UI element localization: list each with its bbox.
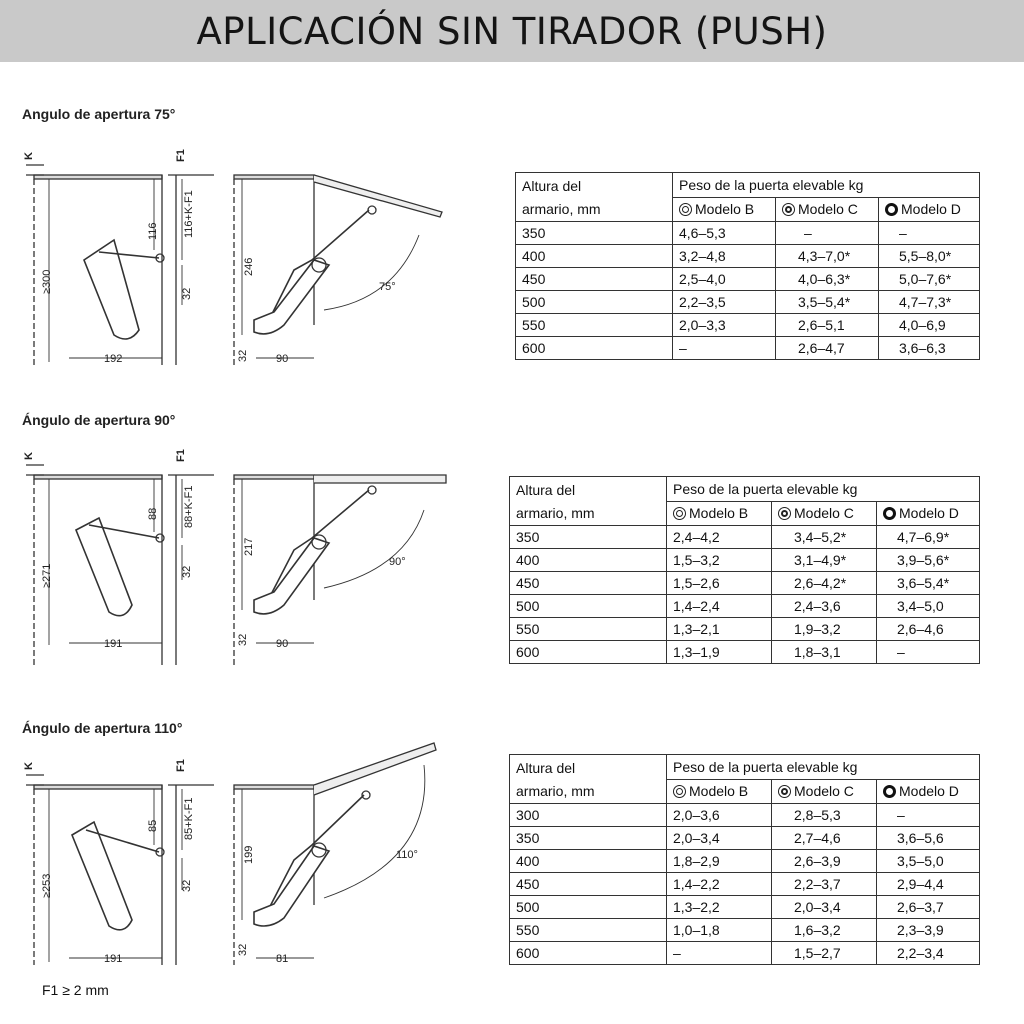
- table-row: 350 2,0–3,4 2,7–4,6 3,6–5,6: [510, 827, 980, 850]
- load-table: [509, 476, 980, 664]
- col1-header: Altura del armario, mm: [516, 173, 673, 222]
- dim-f1: F1: [175, 759, 187, 772]
- dim-angle: 110°: [396, 849, 418, 861]
- table-row: 600 – 2,6–4,7 3,6–6,3: [516, 337, 980, 360]
- table-row: 400 1,5–3,2 3,1–4,9* 3,9–5,6*: [510, 549, 980, 572]
- dim-f1: F1: [175, 449, 187, 462]
- dim-angle: 75°: [379, 281, 396, 293]
- model-b-icon: [673, 785, 686, 798]
- dim-side: 246: [243, 257, 255, 276]
- dim-bot32: 32: [237, 349, 249, 362]
- model-d-icon: [883, 785, 896, 798]
- model-c-icon: [778, 507, 791, 520]
- dim-bot32: 32: [237, 943, 249, 956]
- title-banner: [0, 0, 1024, 62]
- dim-k: K: [23, 152, 35, 160]
- table-row: 450 1,5–2,6 2,6–4,2* 3,6–5,4*: [510, 572, 980, 595]
- table-row: 550 1,0–1,8 1,6–3,2 2,3–3,9: [510, 919, 980, 942]
- dim-depth: 191: [104, 953, 123, 965]
- dim-k: K: [23, 452, 35, 460]
- table-row: 350 4,6–5,3 – –: [516, 222, 980, 245]
- dim-gapk: 88+K-F1: [183, 485, 195, 528]
- model-d-header: Modelo D: [877, 501, 980, 526]
- dim-height: ≥253: [41, 873, 53, 898]
- dim-arm32: 32: [181, 287, 193, 300]
- table-row: 450 2,5–4,0 4,0–6,3* 5,0–7,6*: [516, 268, 980, 291]
- section-title: Ángulo de apertura 110°: [22, 720, 183, 736]
- dim-angle: 90°: [389, 556, 406, 568]
- dim-off: 90: [276, 353, 289, 365]
- model-b-icon: [673, 507, 686, 520]
- table-row: 600 – 1,5–2,7 2,2–3,4: [510, 942, 980, 965]
- mounting-diagram: [14, 440, 454, 670]
- section-title: Ángulo de apertura 90°: [22, 412, 176, 428]
- footnote: F1 ≥ 2 mm: [42, 982, 109, 998]
- model-c-icon: [778, 785, 791, 798]
- model-b-icon: [679, 203, 692, 216]
- dim-side: 217: [243, 537, 255, 556]
- model-c-header: Modelo C: [772, 779, 877, 804]
- table-row: 500 1,4–2,4 2,4–3,6 3,4–5,0: [510, 595, 980, 618]
- dim-depth: 191: [104, 638, 123, 650]
- dim-f1: F1: [175, 149, 187, 162]
- dim-gapk: 85+K-F1: [183, 797, 195, 840]
- model-c-icon: [782, 203, 795, 216]
- model-c-header: Modelo C: [772, 501, 877, 526]
- model-b-header: Modelo B: [673, 197, 776, 222]
- mounting-diagram: [14, 140, 454, 375]
- model-d-icon: [883, 507, 896, 520]
- dim-depth: 192: [104, 353, 123, 365]
- dim-gap: 85: [147, 819, 159, 832]
- table-row: 600 1,3–1,9 1,8–3,1 –: [510, 641, 980, 664]
- dim-gap: 88: [147, 507, 159, 520]
- model-d-header: Modelo D: [877, 779, 980, 804]
- dim-k: K: [23, 762, 35, 770]
- mounting-diagram: [14, 740, 454, 975]
- table-row: 400 3,2–4,8 4,3–7,0* 5,5–8,0*: [516, 245, 980, 268]
- weight-header: Peso de la puerta elevable kg: [667, 477, 980, 502]
- section-title: Angulo de apertura 75°: [22, 106, 176, 122]
- dim-off: 90: [276, 638, 289, 650]
- dim-off: 81: [276, 953, 289, 965]
- weight-header: Peso de la puerta elevable kg: [673, 173, 980, 198]
- dim-arm32: 32: [181, 565, 193, 578]
- dim-bot32: 32: [237, 633, 249, 646]
- page-title: APLICACIÓN SIN TIRADOR (PUSH): [196, 9, 828, 53]
- model-d-icon: [885, 203, 898, 216]
- col1-header: Altura del armario, mm: [510, 477, 667, 526]
- dim-height: ≥300: [41, 269, 53, 294]
- dim-gapk: 116+K-F1: [183, 190, 195, 238]
- table-row: 500 2,2–3,5 3,5–5,4* 4,7–7,3*: [516, 291, 980, 314]
- table-row: 300 2,0–3,6 2,8–5,3 –: [510, 804, 980, 827]
- table-row: 450 1,4–2,2 2,2–3,7 2,9–4,4: [510, 873, 980, 896]
- model-b-header: Modelo B: [667, 501, 772, 526]
- table-row: 350 2,4–4,2 3,4–5,2* 4,7–6,9*: [510, 526, 980, 549]
- table-row: 500 1,3–2,2 2,0–3,4 2,6–3,7: [510, 896, 980, 919]
- dim-arm32: 32: [181, 879, 193, 892]
- weight-header: Peso de la puerta elevable kg: [667, 755, 980, 780]
- dim-height: ≥271: [41, 563, 53, 588]
- model-b-header: Modelo B: [667, 779, 772, 804]
- table-row: 550 2,0–3,3 2,6–5,1 4,0–6,9: [516, 314, 980, 337]
- load-table: [515, 172, 980, 360]
- col1-header: Altura del armario, mm: [510, 755, 667, 804]
- table-row: 550 1,3–2,1 1,9–3,2 2,6–4,6: [510, 618, 980, 641]
- table-row: 400 1,8–2,9 2,6–3,9 3,5–5,0: [510, 850, 980, 873]
- model-d-header: Modelo D: [879, 197, 980, 222]
- dim-side: 199: [243, 845, 255, 864]
- load-table: [509, 754, 980, 965]
- dim-gap: 116: [147, 222, 159, 240]
- model-c-header: Modelo C: [776, 197, 879, 222]
